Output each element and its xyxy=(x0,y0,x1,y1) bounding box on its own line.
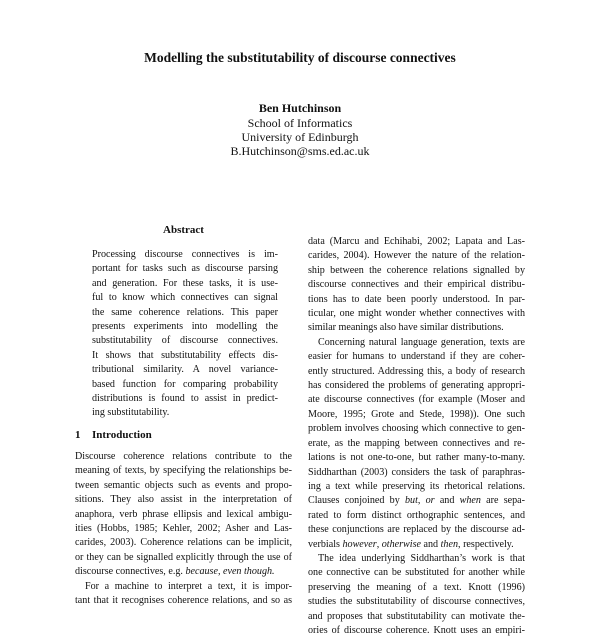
right-line: preserving the meaning of a text. Knott (1996) xyxy=(308,581,525,593)
abstract-line: distributions is found to assist in predict- xyxy=(92,393,278,405)
right-line xyxy=(308,538,525,552)
right-line: problem involves choosing which connective to gen- xyxy=(308,423,525,435)
abstract-line: the same coherence relations. This paper xyxy=(92,306,278,318)
right-line-text: Clauses conjoined by xyxy=(308,495,405,507)
adv-otherwise: otherwise xyxy=(381,538,421,550)
author-email: B.Hutchinson@sms.ed.ac.uk xyxy=(230,144,370,158)
right-line: Moore, 1995; Grote and Stede, 1998)). One such xyxy=(308,408,525,420)
conj-and: and xyxy=(434,495,460,507)
abstract-line: tributional similarity. A novel variance- xyxy=(92,364,278,376)
right-line: The idea underlying Siddharthan’s work is that xyxy=(318,552,525,564)
right-line: ently structured. Addressing this, a body of research xyxy=(308,365,525,377)
right-line: ticular, one might wonder whether connectives with xyxy=(308,308,525,320)
right-line: Concerning natural language generation, texts are xyxy=(318,336,525,348)
intro-line: For a machine to interpret a text, it is impor- xyxy=(85,580,292,592)
abstract-body xyxy=(92,248,278,421)
intro-line: sitions. They also assist in the interpretation of xyxy=(75,494,292,506)
intro-line: tween semantic objects such as events and propo- xyxy=(75,479,292,491)
right-line: lations is not one-to-one, but rather many-to-many. xyxy=(308,452,525,464)
abstract-line: presents experiments into modelling the xyxy=(92,321,278,333)
right-line: these conjunctions are replaced by the discourse ad- xyxy=(308,524,525,536)
right-line: easier for humans to understand if they are coher- xyxy=(308,351,525,363)
right-line-text: verbials xyxy=(308,538,343,550)
intro-line: anaphora, verb phrase ellipsis and lexical ambigu- xyxy=(75,508,292,520)
right-line: erate, as the mapping between connectives and re- xyxy=(308,437,525,449)
section-number: 1 xyxy=(75,429,81,441)
intro-line: meaning of texts, by specifying the relationships be- xyxy=(75,465,292,477)
conj-or: or xyxy=(425,495,435,507)
intro-line: or they can be signalled explicitly through the use of xyxy=(75,551,292,563)
right-line: studies the substitutability of discourse connectives, xyxy=(308,596,525,608)
abstract-line: ful to know which connectives can signal xyxy=(92,292,278,304)
right-line: data (Marcu and Echihabi, 2002; Lapata and Las- xyxy=(308,236,525,247)
intro-line-text: discourse connectives, e.g. xyxy=(75,566,186,578)
conj-sep: , xyxy=(417,495,426,507)
author-affiliation-university: University of Edinburgh xyxy=(241,130,359,144)
paper-title: Modelling the substitutability of discourse connectives xyxy=(144,50,456,65)
right-line: has considered the problems of generating appropri- xyxy=(308,380,525,392)
conj-but: but xyxy=(404,495,418,507)
abstract-line: Processing discourse connectives is im- xyxy=(92,249,278,260)
right-line: ories of discourse coherence. Knott uses an empiri- xyxy=(308,624,525,636)
introduction-body xyxy=(75,450,292,608)
intro-line: carides, 2003). Coherence relations can be implicit, xyxy=(75,537,292,549)
right-line: rated to form distinct orthographic sentences, and xyxy=(308,509,525,521)
right-line: similar meanings also have similar distributions. xyxy=(308,322,504,334)
abstract-line: ing substitutability. xyxy=(92,407,170,419)
abstract-line: and generation. For these tasks, it is use- xyxy=(92,277,278,289)
abstract-line: based function for comparing probability xyxy=(92,378,278,390)
right-line: tions has to date been poorly understood. In par- xyxy=(308,293,525,305)
right-line: and proposes that substitutability can motivate the- xyxy=(308,610,525,622)
conj-tail: are sepa- xyxy=(480,495,525,507)
section-title: Introduction xyxy=(92,429,152,441)
author-affiliation-school: School of Informatics xyxy=(247,116,353,130)
intro-line xyxy=(75,565,292,579)
right-line: Siddharthan (2003) considers the task of paraphras- xyxy=(308,466,525,478)
adv-however: however xyxy=(342,538,377,550)
right-line: ate discourse connectives (for example (Moser and xyxy=(308,394,525,406)
right-line: one connective can be substituted for another while xyxy=(308,567,525,579)
abstract-line: portant for tasks such as discourse parsing xyxy=(92,263,278,275)
adv-and: and xyxy=(421,538,441,550)
right-line xyxy=(308,494,525,508)
adv-tail: , respectively. xyxy=(458,538,514,550)
intro-line: tant that it recognises coherence relations, and so as xyxy=(75,595,292,607)
right-line: discourse connectives and their empirical distribu- xyxy=(308,279,525,291)
section-heading-introduction xyxy=(75,429,152,441)
abstract-line: It shows that substitutability effects dis- xyxy=(92,349,278,361)
right-line: carides, 2004). However the nature of the relation- xyxy=(308,250,525,262)
right-line: ship between the coherence relations signalled by xyxy=(308,264,525,276)
abstract-line: substitutability of discourse connectives. xyxy=(92,335,278,347)
right-column-body xyxy=(308,235,525,638)
intro-examples: because, even though. xyxy=(185,566,275,578)
intro-line: ities (Hobbs, 1985; Kehler, 2002; Asher and Las- xyxy=(75,523,292,535)
author-name: Ben Hutchinson xyxy=(258,101,342,115)
adv-then: then xyxy=(440,538,459,550)
abstract-heading: Abstract xyxy=(163,224,204,236)
adv-sep: , xyxy=(376,538,382,550)
right-line: ing a text while preserving its rhetorical relations. xyxy=(308,480,525,492)
intro-line: Discourse coherence relations contribute to the xyxy=(75,451,292,462)
conj-when: when xyxy=(459,495,481,507)
